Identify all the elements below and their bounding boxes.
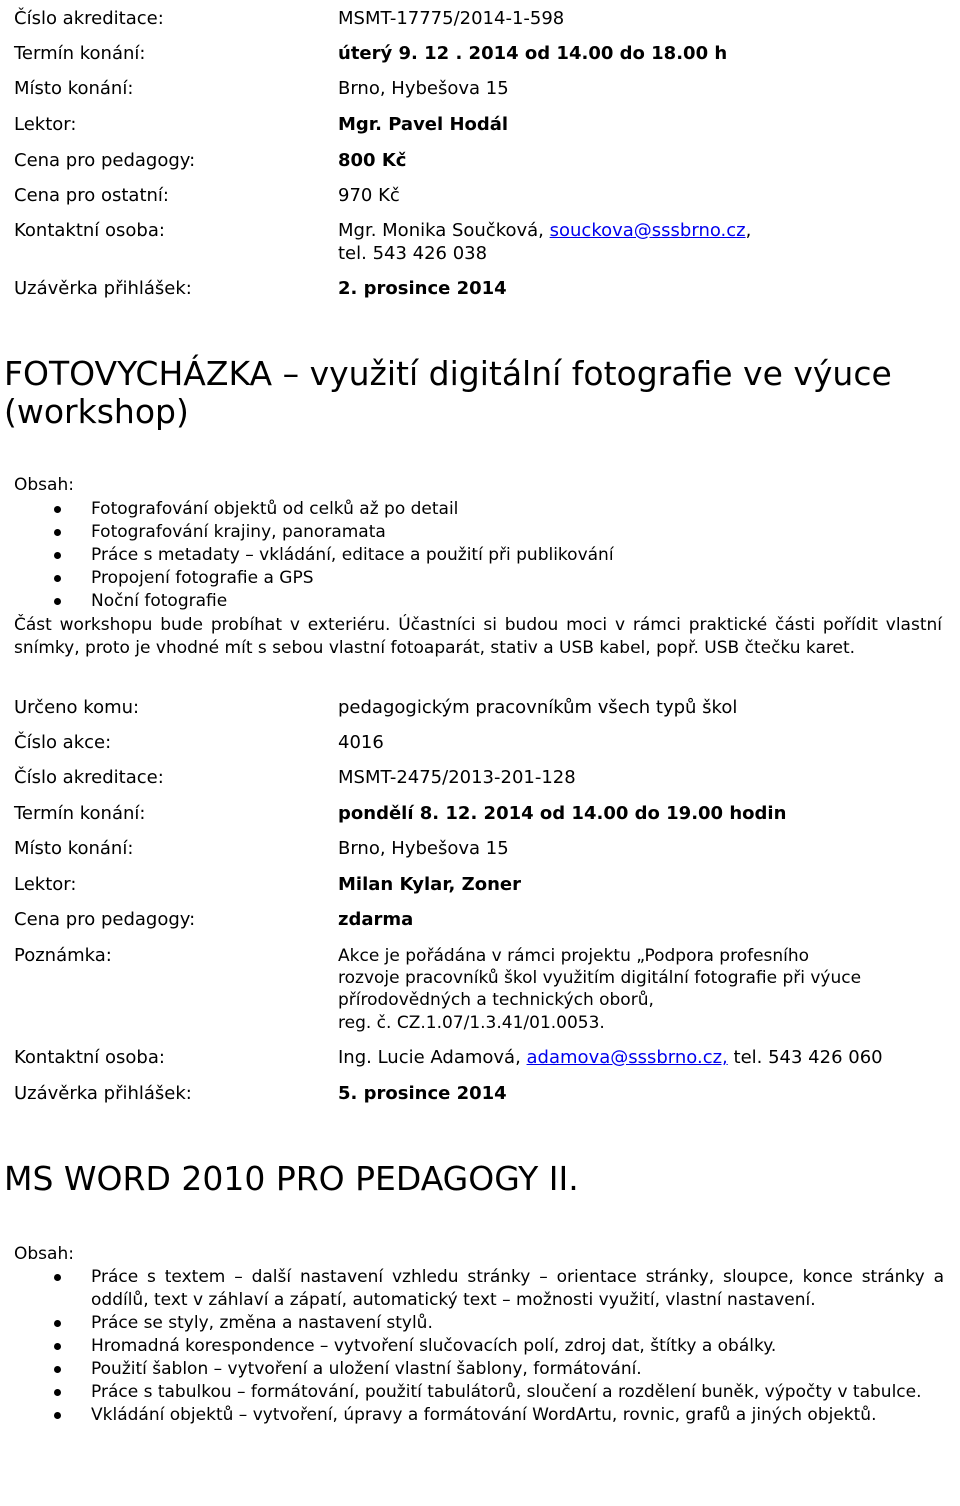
course-title: FOTOVYCHÁZKA – využití digitální fotografie ve výuce	[4, 354, 892, 393]
value-kontakt-tel: tel. 543 426 038	[338, 243, 488, 264]
bullet-icon	[54, 506, 61, 513]
course-title-sub: (workshop)	[4, 392, 189, 431]
value-poznamka-2: rozvoje pracovníků škol využitím digitální fotografie při výuce	[338, 968, 862, 988]
label-akreditace: Číslo akreditace:	[14, 8, 164, 29]
email-link[interactable]: souckova@sssbrno.cz	[549, 220, 746, 241]
value-cena-pedagogy: zdarma	[338, 909, 414, 930]
label-cena-pedagogy: Cena pro pedagogy:	[14, 909, 196, 930]
bullet-icon	[54, 1366, 61, 1373]
label-lektor: Lektor:	[14, 114, 77, 135]
value-urceno: pedagogickým pracovníkům všech typů škol	[338, 697, 738, 718]
content-list	[14, 498, 614, 613]
bullet-icon	[54, 1412, 61, 1419]
label-cena-ostatni: Cena pro ostatní:	[14, 185, 169, 206]
value-poznamka-4: reg. č. CZ.1.07/1.3.41/01.0053.	[338, 1013, 605, 1033]
value-misto: Brno, Hybešova 15	[338, 838, 509, 859]
bullet-icon	[54, 598, 61, 605]
label-kontakt: Kontaktní osoba:	[14, 220, 165, 241]
list-item: Použití šablon – vytvoření a uložení vlastní šablony, formátování.	[14, 1358, 944, 1381]
value-termin: úterý 9. 12 . 2014 od 14.00 do 18.00 h	[338, 43, 728, 64]
label-lektor: Lektor:	[14, 874, 77, 895]
email-link[interactable]: adamova@sssbrno.cz,	[526, 1047, 728, 1068]
value-uzaverka: 5. prosince 2014	[338, 1083, 507, 1104]
label-uzaverka: Uzávěrka přihlášek:	[14, 1083, 192, 1104]
value-cislo-akce: 4016	[338, 732, 384, 753]
list-item: Fotografování krajiny, panoramata	[14, 521, 614, 544]
value-misto: Brno, Hybešova 15	[338, 78, 509, 99]
label-termin: Termín konání:	[14, 43, 146, 64]
value-poznamka-3: přírodovědných a technických oborů,	[338, 990, 654, 1010]
value-cena-pedagogy: 800 Kč	[338, 150, 407, 171]
list-item: Noční fotografie	[14, 590, 614, 613]
label-urceno: Určeno komu:	[14, 697, 140, 718]
list-item: Propojení fotografie a GPS	[14, 567, 614, 590]
label-uzaverka: Uzávěrka přihlášek:	[14, 278, 192, 299]
bullet-icon	[54, 552, 61, 559]
bullet-icon	[54, 529, 61, 536]
label-cena-pedagogy: Cena pro pedagogy:	[14, 150, 196, 171]
obsah-label: Obsah:	[14, 1244, 74, 1264]
label-termin: Termín konání:	[14, 803, 146, 824]
label-akreditace: Číslo akreditace:	[14, 767, 164, 788]
list-item: Fotografování objektů od celků až po detail	[14, 498, 614, 521]
contact-tel: tel. 543 426 060	[727, 1047, 883, 1068]
list-item: Vkládání objektů – vytvoření, úpravy a formátování WordArtu, rovnic, grafů a jiných objektů.	[14, 1404, 944, 1427]
description-paragraph: Část workshopu bude probíhat v exteriéru. Účastníci si budou moci v rámci praktické části pořídit vlastní snímky, proto je vhodné mít s sebou vlastní fotoaparát, stativ a USB kabel, popř. USB čtečku karet.	[14, 615, 942, 658]
bullet-icon	[54, 1343, 61, 1350]
list-item: Práce s tabulkou – formátování, použití tabulátorů, sloučení a rozdělení buněk, výpočty v tabulce.	[14, 1381, 944, 1404]
label-cislo-akce: Číslo akce:	[14, 732, 112, 753]
bullet-icon	[54, 575, 61, 582]
list-item: Práce se styly, změna a nastavení stylů.	[14, 1312, 944, 1335]
list-item: Práce s textem – další nastavení vzhledu stránky – orientace stránky, sloupce, konce stránky a oddílů, text v záhlaví a zápatí, automatický text – možnosti využití, vlastní nastavení.	[14, 1266, 944, 1312]
value-kontakt	[338, 1047, 883, 1069]
content-list	[14, 1266, 944, 1427]
value-akreditace: MSMT-2475/2013-201-128	[338, 767, 576, 788]
value-uzaverka: 2. prosince 2014	[338, 278, 507, 299]
bullet-icon	[54, 1389, 61, 1396]
label-misto: Místo konání:	[14, 78, 134, 99]
obsah-label: Obsah:	[14, 475, 74, 495]
bullet-icon	[54, 1320, 61, 1327]
list-item: Práce s metadaty – vkládání, editace a použití při publikování	[14, 544, 614, 567]
value-akreditace: MSMT-17775/2014-1-598	[338, 8, 565, 29]
contact-name: Ing. Lucie Adamová,	[338, 1047, 527, 1068]
value-lektor: Mgr. Pavel Hodál	[338, 114, 509, 135]
value-cena-ostatni: 970 Kč	[338, 185, 400, 206]
label-kontakt: Kontaktní osoba:	[14, 1047, 165, 1068]
list-item: Hromadná korespondence – vytvoření slučovacích polí, zdroj dat, štítky a obálky.	[14, 1335, 944, 1358]
label-misto: Místo konání:	[14, 838, 134, 859]
contact-comma: ,	[745, 220, 752, 241]
value-poznamka-1: Akce je pořádána v rámci projektu „Podpora profesního	[338, 946, 810, 966]
value-kontakt	[338, 220, 751, 242]
contact-name: Mgr. Monika Součková,	[338, 220, 550, 241]
value-termin: pondělí 8. 12. 2014 od 14.00 do 19.00 hodin	[338, 803, 787, 824]
course-title: MS WORD 2010 PRO PEDAGOGY II.	[4, 1159, 579, 1198]
label-poznamka: Poznámka:	[14, 945, 112, 966]
value-lektor: Milan Kylar, Zoner	[338, 874, 521, 895]
bullet-icon	[54, 1274, 61, 1281]
